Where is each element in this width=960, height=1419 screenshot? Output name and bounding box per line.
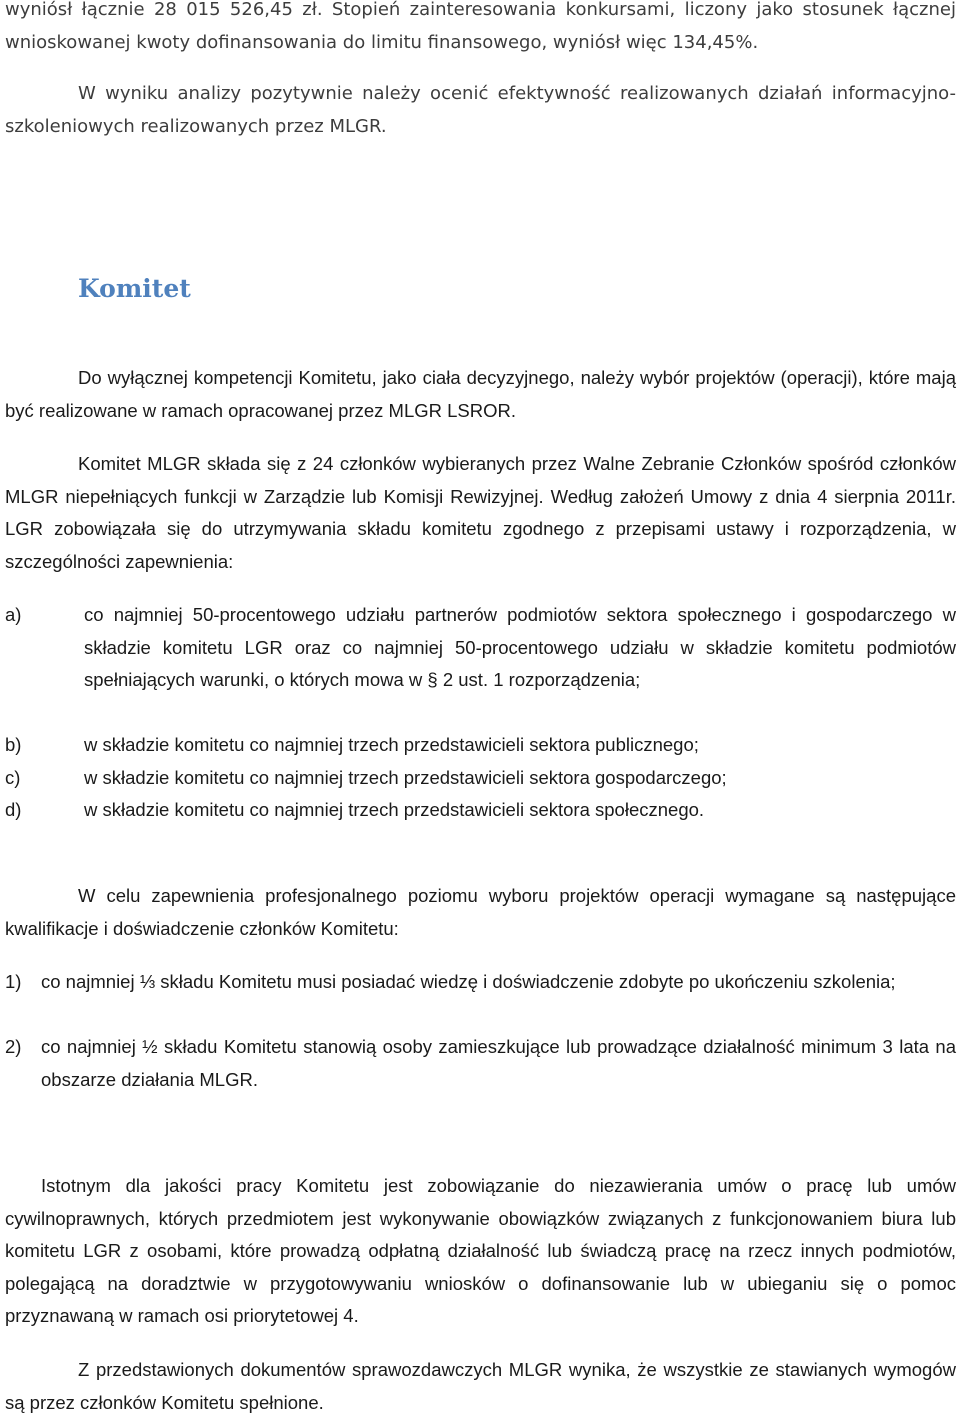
list-marker: c) [5, 767, 21, 788]
list-item-d [0, 794, 956, 827]
list-item-text: w składzie komitetu co najmniej trzech przedstawicieli sektora społecznego. [84, 799, 705, 820]
komitet-paragraph-1: Do wyłącznej kompetencji Komitetu, jako ciała decyzyjnego, należy wybór projektów (operacji), które mają być realizowane w ramach opracowanej przez MLGR LSROR. [5, 367, 956, 421]
intro-paragraph-2: W wyniku analizy pozytywnie należy ocenić efektywność realizowanych działań informacyjno-szkoleniowych realizowanych przez MLGR. [5, 83, 956, 137]
list-marker: 2) [5, 1036, 22, 1057]
intro-paragraph-1: wyniósł łącznie 28 015 526,45 zł. Stopień zainteresowania konkursami, liczony jako stosunek łącznej wnioskowanej kwoty dofinansowania do limitu finansowego, wyniósł więc 134,45%. [5, 0, 956, 53]
list-item-1 [0, 966, 956, 1032]
list-item-c [0, 762, 956, 795]
list-marker: 1) [5, 971, 22, 992]
section-heading: Komitet [78, 274, 191, 303]
list-item-text: w składzie komitetu co najmniej trzech przedstawicieli sektora publicznego; [84, 734, 699, 755]
komitet-paragraph-3: W celu zapewnienia profesjonalnego poziomu wyboru projektów operacji wymagane są następujące kwalifikacje i doświadczenie członków Komitetu: [5, 885, 956, 939]
list-item-text: w składzie komitetu co najmniej trzech przedstawicieli sektora gospodarczego; [84, 767, 727, 788]
list-marker: a) [5, 604, 22, 625]
list-item-b [0, 729, 956, 762]
list-item-2 [0, 1031, 956, 1097]
list-item-a [0, 599, 956, 731]
komitet-paragraph-4: Istotnym dla jakości pracy Komitetu jest zobowiązanie do niezawierania umów o pracę lub umów cywilnoprawnych, których przedmiotem jest wykonywanie obowiązków związanych z funkcjonowaniem biura lub komitetu LGR z osobami, które prowadzą odpłatną działalność lub świadczą pracę na rzecz innych podmiotów, polegającą na doradztwie w przygotowywaniu wniosków o dofinansowanie lub w ubieganiu się o pomoc przyznawaną w ramach osi priorytetowej 4. [5, 1175, 956, 1326]
list-marker: b) [5, 734, 22, 755]
list-item-text: co najmniej ½ składu Komitetu stanowią osoby zamieszkujące lub prowadzące działalność minimum 3 lata na obszarze działania MLGR. [41, 1036, 956, 1090]
list-marker: d) [5, 799, 22, 820]
list-item-text: co najmniej ⅓ składu Komitetu musi posiadać wiedzę i doświadczenie zdobyte po ukończeniu szkolenia; [41, 971, 896, 992]
komitet-paragraph-5: Z przedstawionych dokumentów sprawozdawczych MLGR wynika, że wszystkie ze stawianych wymogów są przez członków Komitetu spełnione. [5, 1359, 956, 1413]
komitet-paragraph-2: Komitet MLGR składa się z 24 członków wybieranych przez Walne Zebranie Członków spośród członków MLGR niepełniących funkcji w Zarządzie lub Komisji Rewizyjnej. Według założeń Umowy z dnia 4 sierpnia 2011r. LGR zobowiązała się do utrzymywania składu komitetu zgodnego z przepisami ustawy i rozporządzenia, w szczególności zapewnienia: [5, 453, 956, 572]
list-item-text: co najmniej 50-procentowego udziału partnerów podmiotów sektora społecznego i gospodarczego w składzie komitetu LGR oraz co najmniej 50-procentowego udziału w składzie komitetu podmiotów spełniających warunki, o których mowa w § 2 ust. 1 rozporządzenia; [84, 604, 956, 690]
